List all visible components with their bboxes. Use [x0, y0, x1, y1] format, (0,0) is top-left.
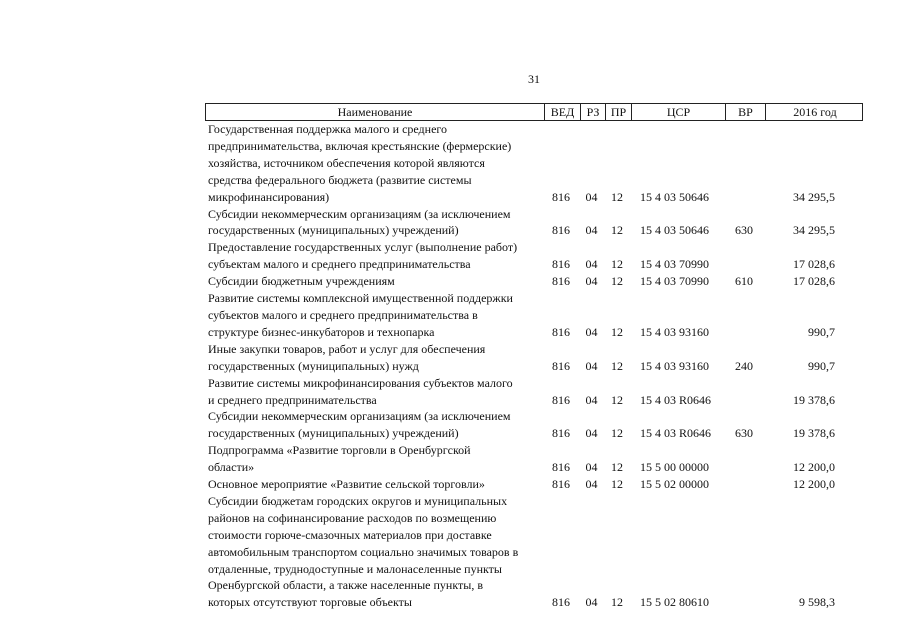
row-amount: 990,7: [808, 324, 835, 339]
row-name: Субсидии некоммерческим организациям (за исключением государственных (муниципальных) учреждений): [208, 409, 511, 441]
row-ved: 816: [552, 257, 570, 272]
row-pr: 12: [611, 189, 623, 204]
row-ved: 816: [552, 460, 570, 475]
row-pr: 12: [611, 358, 623, 373]
row-rz: 04: [585, 595, 598, 610]
row-pr: 12: [611, 392, 623, 407]
row-rz: 04: [585, 460, 598, 475]
table-row: [205, 273, 863, 290]
row-amount: 34 295,5: [793, 189, 835, 204]
row-rz: 04: [585, 392, 598, 407]
row-vr: 610: [735, 274, 753, 289]
header-vr: ВР: [725, 104, 765, 120]
table-row: [205, 408, 863, 442]
row-ved: 816: [552, 189, 570, 204]
table-row: [205, 239, 863, 273]
row-ved: 816: [552, 358, 570, 373]
row-rz: 04: [585, 189, 598, 204]
row-rz: 04: [585, 477, 598, 492]
row-ved: 816: [552, 223, 570, 238]
row-amount: 990,7: [808, 358, 835, 373]
row-vr: 240: [735, 358, 753, 373]
row-pr: 12: [611, 257, 623, 272]
row-pr: 12: [611, 426, 623, 441]
row-rz: 04: [585, 358, 598, 373]
row-csr: 15 4 03 93160: [640, 324, 709, 339]
table-row: [205, 493, 863, 611]
row-pr: 12: [611, 223, 623, 238]
table-row: [205, 290, 863, 341]
row-amount: 12 200,0: [793, 460, 835, 475]
row-name: Подпрограмма «Развитие торговли в Оренбургской области»: [208, 443, 471, 475]
row-name: Государственная поддержка малого и среднего предпринимательства, включая крестьянские (фермерские) хозяйства, источником обеспечения которой являются средства федерального бюджета (развитие системы микрофинансирования): [208, 122, 512, 204]
row-pr: 12: [611, 274, 623, 289]
header-rz: РЗ: [580, 104, 605, 120]
row-csr: 15 4 03 50646: [640, 189, 709, 204]
header-ved: ВЕД: [544, 104, 580, 120]
page-number: 31: [528, 72, 540, 86]
row-csr: 15 4 03 70990: [640, 274, 709, 289]
row-amount: 12 200,0: [793, 477, 835, 492]
table-row: [205, 206, 863, 240]
row-csr: 15 4 03 50646: [640, 223, 709, 238]
row-amount: 19 378,6: [793, 392, 835, 407]
row-name: Развитие системы микрофинансирования субъектов малого и среднего предпринимательства: [208, 375, 513, 407]
header-year: 2016 год: [765, 104, 864, 120]
row-name: Основное мероприятие «Развитие сельской торговли»: [208, 477, 485, 492]
row-ved: 816: [552, 477, 570, 492]
row-amount: 17 028,6: [793, 257, 835, 272]
row-rz: 04: [585, 324, 598, 339]
budget-table: [205, 103, 863, 611]
row-ved: 816: [552, 426, 570, 441]
table-row: [205, 442, 863, 476]
row-pr: 12: [611, 460, 623, 475]
row-rz: 04: [585, 257, 598, 272]
row-csr: 15 5 02 80610: [640, 595, 709, 610]
row-pr: 12: [611, 324, 623, 339]
header-name: Наименование: [337, 105, 413, 119]
row-csr: 15 4 03 70990: [640, 257, 709, 272]
row-rz: 04: [585, 274, 598, 289]
row-vr: 630: [735, 223, 753, 238]
row-csr: 15 4 03 R0646: [640, 426, 712, 441]
table-header: [205, 103, 863, 121]
row-ved: 816: [552, 392, 570, 407]
row-amount: 19 378,6: [793, 426, 835, 441]
row-pr: 12: [611, 477, 623, 492]
row-rz: 04: [585, 223, 598, 238]
row-ved: 816: [552, 595, 570, 610]
header-pr: ПР: [605, 104, 631, 120]
row-name: Субсидии некоммерческим организациям (за исключением государственных (муниципальных) учреждений): [208, 206, 511, 238]
table-row: [205, 375, 863, 409]
row-ved: 816: [552, 324, 570, 339]
row-name: Иные закупки товаров, работ и услуг для обеспечения государственных (муниципальных) нужд: [208, 341, 486, 373]
row-amount: 34 295,5: [793, 223, 835, 238]
table-row: [205, 341, 863, 375]
row-ved: 816: [552, 274, 570, 289]
table-row: [205, 121, 863, 206]
row-amount: 17 028,6: [793, 274, 835, 289]
row-csr: 15 4 03 93160: [640, 358, 709, 373]
row-csr: 15 5 00 00000: [640, 460, 709, 475]
header-csr: ЦСР: [631, 104, 725, 120]
row-rz: 04: [585, 426, 598, 441]
table-row: [205, 476, 863, 493]
table-body: [205, 121, 863, 611]
row-name: Развитие системы комплексной имущественной поддержки субъектов малого и среднего предпринимательства в структуре бизнес-инкубаторов и технопарка: [208, 291, 513, 339]
row-name: Субсидии бюджетным учреждениям: [208, 274, 395, 289]
row-name: Субсидии бюджетам городских округов и муниципальных районов на софинансирование расходов по возмещению стоимости горюче-смазочных материалов при доставке автомобильным транспортом социально значимых товаров в отдаленные, труднодоступные и малонаселенные пункты Оренбургской области, а также населенные пункты, в которых отсутствуют торговые объекты: [208, 493, 519, 610]
row-csr: 15 4 03 R0646: [640, 392, 712, 407]
row-vr: 630: [735, 426, 753, 441]
row-name: Предоставление государственных услуг (выполнение работ) субъектам малого и среднего предпринимательства: [208, 240, 518, 272]
row-csr: 15 5 02 00000: [640, 477, 709, 492]
row-amount: 9 598,3: [799, 595, 835, 610]
row-pr: 12: [611, 595, 623, 610]
